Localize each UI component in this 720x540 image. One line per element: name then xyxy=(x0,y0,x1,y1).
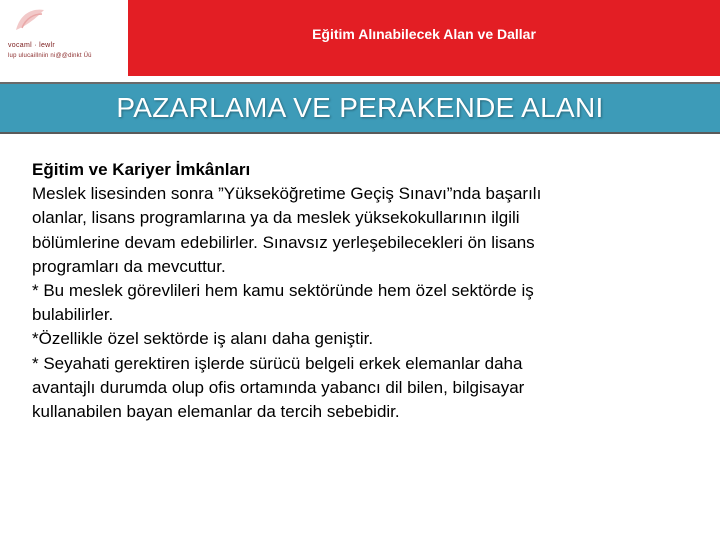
logo-area xyxy=(0,0,128,76)
text-line: *Özellikle özel sektörde iş alanı daha geniştir. xyxy=(32,329,374,349)
text-line: olanlar, lisans programlarına ya da meslek yüksekokullarının ilgili xyxy=(32,208,520,228)
ministry-logo-icon xyxy=(12,4,48,34)
header-title: Eğitim Alınabilecek Alan ve Dallar xyxy=(312,26,536,42)
text-line: Meslek lisesinden sonra ”Yükseköğretime Geçiş Sınavı”nda başarılı xyxy=(32,184,542,204)
text-line: bölümlerine devam edebilirler. Sınavsız yerleşebilecekleri ön lisans xyxy=(32,232,535,252)
text-line: * Seyahati gerektiren işlerde sürücü belgeli erkek elemanlar daha xyxy=(32,353,523,373)
text-line: * Bu meslek görevlileri hem kamu sektöründe hem özel sektörde iş xyxy=(32,281,534,301)
text-line: bulabilirler. xyxy=(32,305,114,325)
header-bar xyxy=(0,0,720,76)
page-title: PAZARLAMA VE PERAKENDE ALANI xyxy=(116,92,604,123)
text-line: programları da mevcuttur. xyxy=(32,256,226,276)
content-body xyxy=(32,158,702,424)
text-line: avantajlı durumda olup ofis ortamında yabancı dil bilen, bilgisayar xyxy=(32,377,525,397)
logo-text-line1: vocaml · lewlr xyxy=(8,42,55,49)
text-line: kullanabilen bayan elemanlar da tercih sebebidir. xyxy=(32,402,400,422)
logo-text-line2: lup ulucaillniin ni@@dinkt Üü xyxy=(8,53,92,59)
section-heading: Eğitim ve Kariyer İmkânları xyxy=(32,160,251,179)
title-band xyxy=(0,82,720,134)
